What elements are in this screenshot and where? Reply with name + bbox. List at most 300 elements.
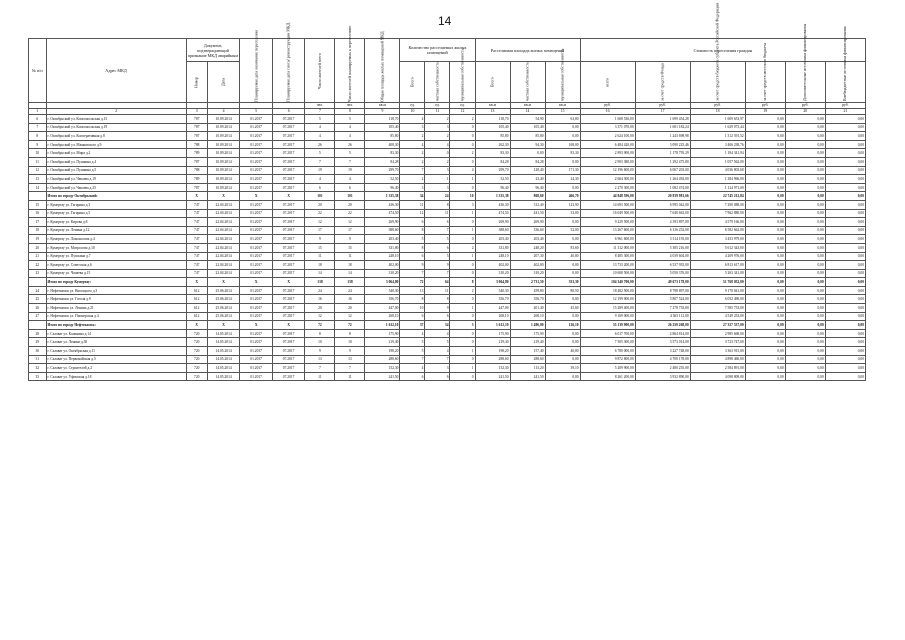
header-cost-nonbudget: Внебюджетные источники финансирования <box>825 62 865 103</box>
row-number: 24 <box>29 286 47 295</box>
subtotal-row <box>29 192 866 201</box>
row-number: 29 <box>29 338 47 347</box>
unit-cell: руб. <box>745 103 785 109</box>
row-cost-fund: 7 640 663,00 <box>635 209 690 218</box>
row-cost-local: 0,00 <box>745 183 785 192</box>
row-plan-end: 01.2017 <box>240 157 273 166</box>
row-cost-fund: 8 798 897,00 <box>635 286 690 295</box>
row-cost-region: 4 898 460,00 <box>690 355 745 364</box>
header-rooms-municipal: муниципальная собственность <box>450 62 475 103</box>
row-area: 288,60 <box>365 355 400 364</box>
row-cost-region: 1 629 073,44 <box>690 123 745 132</box>
row-plan-end: 01.2017 <box>240 123 273 132</box>
row-cost-region: 27 357 537,00 <box>690 321 745 330</box>
row-cost-total: 55 139 900,00 <box>580 321 635 330</box>
row-residents: 138 <box>305 278 335 287</box>
row-doc-number: 720 <box>186 372 207 381</box>
row-sq-municipal: 0,00 <box>545 338 580 347</box>
row-rooms-total: 4 <box>400 364 425 373</box>
row-cost-total: 13 733 200,00 <box>580 261 635 270</box>
row-cost-extra: 0,00 <box>785 278 825 287</box>
row-cost-region: 1 384 966,00 <box>690 175 745 184</box>
row-cost-total: 1 608 536,00 <box>580 115 635 124</box>
row-residents: 16 <box>305 295 335 304</box>
row-cost-nonbudget: 0,00 <box>825 329 865 338</box>
row-number <box>29 192 47 201</box>
row-doc-number: 747 <box>186 226 207 235</box>
row-rooms-municipal: 2 <box>450 243 475 252</box>
row-rooms-municipal: 0 <box>450 218 475 227</box>
column-number: 20 <box>785 109 825 115</box>
row-cost-nonbudget: 0,00 <box>825 123 865 132</box>
row-doc-number: 789 <box>186 175 207 184</box>
row-address: г. Салават ул. Ленина д.30 <box>46 338 186 347</box>
row-sq-total: 52,50 <box>475 175 510 184</box>
row-plan-end: 01.2017 <box>240 175 273 184</box>
row-rooms-private: 4 <box>425 347 450 356</box>
row-cost-total: 7 505 300,00 <box>580 338 635 347</box>
row-residents: 24 <box>305 286 335 295</box>
column-number: 16 <box>580 109 635 115</box>
row-address: г. Салават ул. Калинина д.14 <box>46 329 186 338</box>
row-plan-demolish: 07.2017 <box>272 243 305 252</box>
row-rooms-municipal: 0 <box>450 183 475 192</box>
row-cost-nonbudget: 0,00 <box>825 183 865 192</box>
row-rooms-municipal: 1 <box>450 347 475 356</box>
row-sq-total: 84,28 <box>475 157 510 166</box>
row-residents-plan: 4 <box>335 132 365 141</box>
row-doc-number: 612 <box>186 286 207 295</box>
row-cost-fund: 5 385 216,00 <box>635 243 690 252</box>
row-cost-total: 104 340 700,00 <box>580 278 635 287</box>
row-cost-extra: 0,00 <box>785 252 825 261</box>
row-residents-plan: 17 <box>335 226 365 235</box>
row-address: г. Октябрьский ул. Комсомольская д.15 <box>46 115 186 124</box>
row-plan-demolish: 07.2017 <box>272 261 305 270</box>
row-rooms-total: 5 <box>400 338 425 347</box>
row-sq-private: 288,60 <box>510 355 545 364</box>
row-cost-total: 11 312 000,00 <box>580 243 635 252</box>
row-residents-plan: 12 <box>335 312 365 321</box>
row-sq-total: 299,70 <box>475 166 510 175</box>
row-sq-total: 175,90 <box>475 329 510 338</box>
row-plan-end: 01.2017 <box>240 295 273 304</box>
row-address: г. Кумертау ул. Гагарина д.5 <box>46 209 186 218</box>
row-doc-date: 10.09.2014 <box>207 140 240 149</box>
column-number: 19 <box>745 109 785 115</box>
row-rooms-private: 8 <box>425 200 450 209</box>
row-number: 19 <box>29 235 47 244</box>
row-rooms-private: 9 <box>425 304 450 313</box>
row-plan-demolish: 07.2017 <box>272 209 305 218</box>
row-cost-fund: 3 932 890,00 <box>635 372 690 381</box>
row-sq-private: 1 486,00 <box>510 321 545 330</box>
row-rooms-total: 4 <box>400 115 425 124</box>
row-cost-total: 2 893 900,00 <box>580 149 635 158</box>
row-plan-demolish: 07.2017 <box>272 166 305 175</box>
row-area: 105,40 <box>365 123 400 132</box>
row-doc-date: 14.05.2014 <box>207 338 240 347</box>
row-area: 96,40 <box>365 183 400 192</box>
header-doc-date: Дата <box>207 62 240 103</box>
row-sq-private: 459,80 <box>510 286 545 295</box>
row-sq-private: 401,40 <box>510 304 545 313</box>
row-cost-local: 0,00 <box>745 269 785 278</box>
row-plan-demolish: 07.2017 <box>272 252 305 261</box>
row-cost-total: 6 780 000,00 <box>580 347 635 356</box>
row-sq-private: 356,70 <box>510 295 545 304</box>
column-number: 1 <box>29 109 47 115</box>
row-cost-extra: 0,00 <box>785 355 825 364</box>
row-sq-municipal: 39,10 <box>545 364 580 373</box>
header-cost-extra: Дополнительные источники финансирования <box>785 62 825 103</box>
row-residents: 9 <box>305 235 335 244</box>
column-number: 17 <box>635 109 690 115</box>
row-plan-end: 01.2017 <box>240 261 273 270</box>
row-address: Итого по городу Нефтекамск: <box>46 321 186 330</box>
row-residents: 7 <box>305 157 335 166</box>
row-doc-number: 787 <box>186 183 207 192</box>
unit-cell: руб. <box>690 103 745 109</box>
row-cost-local: 0,00 <box>745 312 785 321</box>
row-area: 52,50 <box>365 175 400 184</box>
row-rooms-private: 5 <box>425 252 450 261</box>
row-cost-total: 10 608 500,00 <box>580 269 635 278</box>
row-residents-plan: 5 <box>335 115 365 124</box>
row-residents: 7 <box>305 364 335 373</box>
row-plan-end: 01.2017 <box>240 166 273 175</box>
row-plan-end: 01.2017 <box>240 347 273 356</box>
row-sq-municipal: 63,80 <box>545 115 580 124</box>
row-doc-date: 10.09.2014 <box>207 183 240 192</box>
row-cost-total: 9 229 500,00 <box>580 218 635 227</box>
row-address: г. Кумертау ул. Ленина д.12 <box>46 226 186 235</box>
row-cost-local: 0,00 <box>745 295 785 304</box>
row-sq-private: 54,90 <box>510 115 545 124</box>
row-cost-region: 6 813 617,00 <box>690 261 745 270</box>
row-rooms-total: 11 <box>400 200 425 209</box>
row-cost-fund: 1 082 474,00 <box>635 183 690 192</box>
table-row <box>29 132 866 141</box>
row-cost-region: 3 723 747,00 <box>690 338 745 347</box>
row-plan-demolish: 07.2017 <box>272 269 305 278</box>
row-number: 20 <box>29 243 47 252</box>
row-doc-date: 22.04.2014 <box>207 243 240 252</box>
table-row <box>29 252 866 261</box>
row-sq-total: 540,30 <box>475 286 510 295</box>
table-row <box>29 243 866 252</box>
row-cost-extra: 0,00 <box>785 123 825 132</box>
row-cost-local: 0,00 <box>745 132 785 141</box>
row-cost-region: 7 962 880,00 <box>690 209 745 218</box>
row-doc-number: 787 <box>186 132 207 141</box>
row-residents-plan: 18 <box>335 261 365 270</box>
header-rooms-private: частная собственность <box>425 62 450 103</box>
row-rooms-private: 3 <box>425 166 450 175</box>
row-doc-date: 14.05.2014 <box>207 347 240 356</box>
row-doc-number: 612 <box>186 304 207 313</box>
row-plan-demolish: 07.2017 <box>272 132 305 141</box>
row-cost-extra: 0,00 <box>785 132 825 141</box>
row-sq-municipal: 0,00 <box>545 132 580 141</box>
row-doc-number: 747 <box>186 252 207 261</box>
row-rooms-private: 1 <box>425 175 450 184</box>
row-sq-private: 241,50 <box>510 372 545 381</box>
row-number <box>29 321 47 330</box>
row-cost-region: 4 549 253,00 <box>690 312 745 321</box>
row-cost-local: 0,00 <box>745 209 785 218</box>
unit-cell: руб. <box>580 103 635 109</box>
row-doc-number: 720 <box>186 364 207 373</box>
row-plan-demolish: X <box>272 192 305 201</box>
row-residents: 12 <box>305 218 335 227</box>
row-rooms-private: 8 <box>425 295 450 304</box>
row-cost-fund: 5 807 524,00 <box>635 295 690 304</box>
row-rooms-private: 64 <box>425 278 450 287</box>
column-number: 10 <box>400 109 425 115</box>
row-number: 15 <box>29 200 47 209</box>
row-rooms-total: 3 <box>400 123 425 132</box>
row-area: 540,30 <box>365 286 400 295</box>
row-cost-local: 0,00 <box>745 372 785 381</box>
row-rooms-municipal: 0 <box>450 235 475 244</box>
row-cost-fund: 1 292 475,80 <box>635 157 690 166</box>
row-sq-total: 262,30 <box>475 140 510 149</box>
row-rooms-municipal: 1 <box>450 364 475 373</box>
table-row <box>29 295 866 304</box>
row-doc-number: 788 <box>186 166 207 175</box>
subtotal-row <box>29 278 866 287</box>
row-cost-extra: 0,00 <box>785 304 825 313</box>
row-cost-nonbudget: 0,00 <box>825 252 865 261</box>
row-rooms-private: 11 <box>425 209 450 218</box>
row-plan-end: 01.2017 <box>240 364 273 373</box>
row-cost-local: 0,00 <box>745 218 785 227</box>
row-cost-fund: 5 050 376,00 <box>635 269 690 278</box>
row-sq-private: 441,50 <box>510 209 545 218</box>
row-residents: 101 <box>305 192 335 201</box>
row-address: г. Октябрьский ул. Кооперативная д.8 <box>46 132 186 141</box>
row-area: 198,20 <box>365 347 400 356</box>
row-address: г. Кумертау ул. Матросова д.10 <box>46 243 186 252</box>
row-plan-demolish: 07.2017 <box>272 372 305 381</box>
row-rooms-municipal: 0 <box>450 312 475 321</box>
row-sq-private: 269,90 <box>510 218 545 227</box>
row-cost-total: 18 482 500,00 <box>580 286 635 295</box>
row-number: 6 <box>29 115 47 124</box>
row-cost-local: 0,00 <box>745 278 785 287</box>
row-cost-local: 0,00 <box>745 329 785 338</box>
row-cost-extra: 0,00 <box>785 235 825 244</box>
row-cost-extra: 0,00 <box>785 157 825 166</box>
column-number: 21 <box>825 109 865 115</box>
row-cost-nonbudget: 0,00 <box>825 200 865 209</box>
table-row <box>29 200 866 209</box>
row-rooms-private: 34 <box>425 321 450 330</box>
row-rooms-private: 6 <box>425 218 450 227</box>
row-cost-local: 0,00 <box>745 166 785 175</box>
row-doc-number: 747 <box>186 218 207 227</box>
column-number: 6 <box>272 109 305 115</box>
row-rooms-total: 37 <box>400 321 425 330</box>
row-plan-demolish: 07.2017 <box>272 355 305 364</box>
row-plan-demolish: 07.2017 <box>272 183 305 192</box>
row-plan-end: 01.2017 <box>240 243 273 252</box>
table-row <box>29 166 866 175</box>
row-sq-municipal: 0,00 <box>545 157 580 166</box>
header-cost-total: всего <box>580 62 635 103</box>
row-rooms-municipal: 0 <box>450 269 475 278</box>
row-address: г. Салават ул. Первомайская д.5 <box>46 355 186 364</box>
row-area: 331,80 <box>365 243 400 252</box>
row-plan-demolish: 07.2017 <box>272 312 305 321</box>
row-sq-municipal: 0,00 <box>545 372 580 381</box>
row-plan-demolish: 07.2017 <box>272 329 305 338</box>
row-rooms-total: 7 <box>400 269 425 278</box>
row-cost-nonbudget: 0,00 <box>825 140 865 149</box>
row-plan-demolish: 07.2017 <box>272 235 305 244</box>
row-cost-nonbudget: 0,00 <box>825 218 865 227</box>
row-residents-plan: 20 <box>335 304 365 313</box>
row-rooms-total: 8 <box>400 295 425 304</box>
row-rooms-private: 7 <box>425 226 450 235</box>
row-number: 33 <box>29 372 47 381</box>
row-plan-end: 01.2017 <box>240 269 273 278</box>
row-sq-total: 447,00 <box>475 304 510 313</box>
row-rooms-municipal: 1 <box>450 226 475 235</box>
row-plan-demolish: 07.2017 <box>272 304 305 313</box>
unit-cell: ед. <box>450 103 475 109</box>
row-cost-region: 51 768 052,00 <box>690 278 745 287</box>
row-sq-private: 868,60 <box>510 192 545 201</box>
row-cost-total: 2 624 100,00 <box>580 132 635 141</box>
row-area: 269,90 <box>365 218 400 227</box>
row-area: 85,80 <box>365 132 400 141</box>
row-plan-end: 01.2017 <box>240 218 273 227</box>
row-rooms-total: 5 <box>400 235 425 244</box>
row-doc-number: 612 <box>186 312 207 321</box>
row-area: 1 612,10 <box>365 321 400 330</box>
page-number: 14 <box>438 14 452 28</box>
row-doc-date: 22.04.2014 <box>207 235 240 244</box>
row-cost-local: 0,00 <box>745 364 785 373</box>
row-rooms-municipal: 1 <box>450 304 475 313</box>
row-sq-total: 269,90 <box>475 218 510 227</box>
row-residents: 4 <box>305 132 335 141</box>
table-row <box>29 218 866 227</box>
row-cost-extra: 0,00 <box>785 175 825 184</box>
row-cost-nonbudget: 0,00 <box>825 312 865 321</box>
row-rooms-private: 11 <box>425 286 450 295</box>
row-cost-region: 3 406 238,76 <box>690 140 745 149</box>
row-sq-total: 83,30 <box>475 149 510 158</box>
row-sq-total: 288,60 <box>475 355 510 364</box>
row-doc-number: 720 <box>186 355 207 364</box>
table-row <box>29 269 866 278</box>
row-doc-date: 10.09.2014 <box>207 149 240 158</box>
row-cost-local: 0,00 <box>745 243 785 252</box>
row-cost-total: 6 484 420,00 <box>580 140 635 149</box>
row-rooms-municipal: 1 <box>450 175 475 184</box>
row-rooms-total: 6 <box>400 312 425 321</box>
row-sq-private: 207,30 <box>510 252 545 261</box>
row-sq-municipal: 0,00 <box>545 235 580 244</box>
row-doc-number: 747 <box>186 209 207 218</box>
row-rooms-municipal: 2 <box>450 286 475 295</box>
column-number: 8 <box>335 109 365 115</box>
row-rooms-private: 5 <box>425 338 450 347</box>
row-residents-plan: 6 <box>335 183 365 192</box>
row-cost-extra: 0,00 <box>785 312 825 321</box>
row-rooms-total: 13 <box>400 286 425 295</box>
row-residents-plan: 14 <box>335 269 365 278</box>
row-cost-nonbudget: 0,00 <box>825 372 865 381</box>
row-area: 248,10 <box>365 252 400 261</box>
header-residents: Число жителей всего <box>305 39 335 103</box>
row-doc-date: 22.04.2014 <box>207 269 240 278</box>
row-doc-date: X <box>207 192 240 201</box>
row-cost-region: 5 263 341,00 <box>690 269 745 278</box>
row-sq-total: 219,40 <box>475 338 510 347</box>
row-number: 25 <box>29 295 47 304</box>
row-sq-private: 2 731,50 <box>510 278 545 287</box>
row-cost-extra: 0,00 <box>785 200 825 209</box>
header-cost-local: за счет средств местного бюджета <box>745 62 785 103</box>
table-row <box>29 209 866 218</box>
row-cost-fund: 6 995 042,00 <box>635 200 690 209</box>
row-rooms-municipal: 10 <box>450 192 475 201</box>
row-cost-total: 9 872 800,00 <box>580 355 635 364</box>
row-rooms-municipal: 0 <box>450 140 475 149</box>
row-cost-fund: 4 700 178,00 <box>635 355 690 364</box>
row-sq-total: 331,80 <box>475 243 510 252</box>
row-plan-demolish: 07.2017 <box>272 140 305 149</box>
header-cost-fund: за счет средств Фонда <box>635 62 690 103</box>
row-cost-fund: 1 699 454,28 <box>635 115 690 124</box>
row-plan-demolish: 07.2017 <box>272 115 305 124</box>
row-rooms-total: 7 <box>400 355 425 364</box>
row-cost-region: 5 612 343,00 <box>690 243 745 252</box>
row-cost-local: 0,00 <box>745 304 785 313</box>
row-plan-end: 01.2017 <box>240 252 273 261</box>
header-sq-municipal: муниципальная собственность <box>545 62 580 103</box>
row-area: 408,30 <box>365 140 400 149</box>
unit-cell: чел. <box>335 103 365 109</box>
table-row <box>29 183 866 192</box>
row-cost-fund: 1 264 492,00 <box>635 175 690 184</box>
row-sq-private: 85,80 <box>510 132 545 141</box>
table-row <box>29 140 866 149</box>
row-sq-private: 310,20 <box>510 269 545 278</box>
row-area: 402,00 <box>365 261 400 270</box>
row-doc-number: 789 <box>186 149 207 158</box>
row-cost-total: 6 961 600,00 <box>580 235 635 244</box>
header-sq-total: Всего <box>475 62 510 103</box>
table-row <box>29 347 866 356</box>
row-doc-number: X <box>186 278 207 287</box>
header-rooms: Количество расселяемых жилых помещений <box>400 39 475 62</box>
row-cost-fund: 4 393 897,00 <box>635 218 690 227</box>
row-cost-fund: 3 314 193,00 <box>635 235 690 244</box>
row-cost-total: 44 848 596,00 <box>580 192 635 201</box>
row-rooms-total: 6 <box>400 372 425 381</box>
row-cost-local: 0,00 <box>745 157 785 166</box>
row-doc-date: 10.09.2014 <box>207 166 240 175</box>
row-address: г. Кумертау ул. Советская д.6 <box>46 261 186 270</box>
row-cost-total: 13 267 600,00 <box>580 226 635 235</box>
row-plan-end: 01.2017 <box>240 132 273 141</box>
row-sq-municipal: 0,00 <box>545 183 580 192</box>
